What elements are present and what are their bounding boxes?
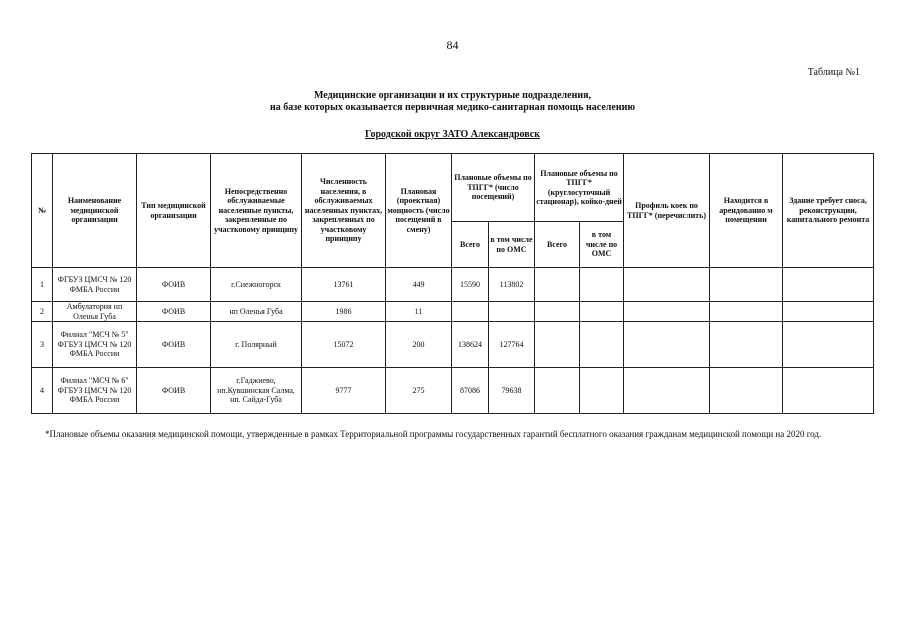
- cell-beds-total: [535, 302, 580, 322]
- district-subtitle: Городской округ ЗАТО Александровск: [364, 129, 540, 140]
- cell-building: [783, 368, 874, 414]
- cell-profile: [624, 368, 710, 414]
- header-beds-oms: в том числе по ОМС: [580, 222, 624, 268]
- cell-name: Филиал "МСЧ № 6" ФГБУЗ ЦМСЧ № 120 ФМБА России: [53, 368, 137, 414]
- cell-rented: [710, 268, 783, 302]
- cell-num: 1: [32, 268, 53, 302]
- cell-visits-oms: [489, 302, 535, 322]
- cell-population: 15072: [302, 322, 386, 368]
- header-visits-total: Всего: [452, 222, 489, 268]
- table-label: Таблица №1: [807, 67, 860, 78]
- cell-beds-oms: [580, 268, 624, 302]
- cell-beds-oms: [580, 322, 624, 368]
- table-row: [32, 368, 874, 414]
- header-type: Тип медицинской организации: [137, 154, 211, 268]
- cell-profile: [624, 322, 710, 368]
- table-row: [32, 322, 874, 368]
- table-row: [32, 268, 874, 302]
- header-num: №: [32, 154, 53, 268]
- footnote: *Плановые объемы оказания медицинской помощи, утвержденные в рамках Территориальной программы государственных гарантий бесплатного оказания гражданам медицинской помощи на 2020 год.: [45, 429, 822, 439]
- cell-visits-total: 15590: [452, 268, 489, 302]
- cell-name: Амбулатория нп Оленья Губа: [53, 302, 137, 322]
- header-capacity: Плановая (проектная) мощность (число посещений в смену): [386, 154, 452, 268]
- cell-beds-oms: [580, 302, 624, 322]
- cell-population: 9777: [302, 368, 386, 414]
- header-points: Непосредственно обслуживаемые населенные пункты, закрепленные по участковому принципу: [211, 154, 302, 268]
- title-line-1: Медицинские организации и их структурные подразделения,: [314, 90, 591, 101]
- cell-capacity: 449: [386, 268, 452, 302]
- header-population: Численность населения, в обслуживаемых населенных пунктах, закрепленных по участковому принципу: [302, 154, 386, 268]
- cell-points: г. Полярный: [211, 322, 302, 368]
- cell-population: 1986: [302, 302, 386, 322]
- cell-visits-total: 87086: [452, 368, 489, 414]
- header-tpgg-visits: Плановые объемы по ТПГГ* (число посещений): [452, 154, 535, 222]
- cell-beds-total: [535, 368, 580, 414]
- cell-num: 4: [32, 368, 53, 414]
- cell-visits-oms: 113802: [489, 268, 535, 302]
- cell-beds-total: [535, 268, 580, 302]
- header-visits-oms: в том числе по ОМС: [489, 222, 535, 268]
- cell-rented: [710, 368, 783, 414]
- header-rented: Находится в арендованно м помещении: [710, 154, 783, 268]
- cell-type: ФОИВ: [137, 322, 211, 368]
- cell-visits-oms: 79638: [489, 368, 535, 414]
- cell-beds-total: [535, 322, 580, 368]
- cell-capacity: 275: [386, 368, 452, 414]
- organizations-table: [31, 153, 874, 414]
- cell-capacity: 11: [386, 302, 452, 322]
- header-tpgg-beds: Плановые объемы по ТПГГ* (круглосуточный стационар), койко-дней: [535, 154, 624, 222]
- header-name: Наименование медицинской организации: [53, 154, 137, 268]
- title-line-2: на базе которых оказывается первичная медико-санитарная помощь населению: [270, 102, 635, 113]
- cell-visits-oms: 127764: [489, 322, 535, 368]
- cell-visits-total: [452, 302, 489, 322]
- cell-name: Филиал "МСЧ № 5" ФГБУЗ ЦМСЧ № 120 ФМБА России: [53, 322, 137, 368]
- cell-population: 13761: [302, 268, 386, 302]
- cell-profile: [624, 302, 710, 322]
- cell-type: ФОИВ: [137, 302, 211, 322]
- table-row: [32, 302, 874, 322]
- cell-points: г.Снежногорск: [211, 268, 302, 302]
- cell-profile: [624, 268, 710, 302]
- cell-type: ФОИВ: [137, 368, 211, 414]
- header-beds-total: Всего: [535, 222, 580, 268]
- cell-building: [783, 268, 874, 302]
- cell-beds-oms: [580, 368, 624, 414]
- page-number: 84: [446, 38, 459, 52]
- document-title: [0, 90, 905, 114]
- cell-rented: [710, 322, 783, 368]
- cell-name: ФГБУЗ ЦМСЧ № 120 ФМБА России: [53, 268, 137, 302]
- cell-visits-total: 138624: [452, 322, 489, 368]
- header-profile: Профиль коек по ТПГГ* (перечислить): [624, 154, 710, 268]
- header-building: Здание требует сноса, реконструкции, капитального ремонта: [783, 154, 874, 268]
- cell-type: ФОИВ: [137, 268, 211, 302]
- cell-points: г.Гаджиево, нп.Кувшинская Салма, нп. Сайда-Губа: [211, 368, 302, 414]
- cell-building: [783, 322, 874, 368]
- cell-num: 2: [32, 302, 53, 322]
- cell-num: 3: [32, 322, 53, 368]
- cell-points: нп Оленья Губа: [211, 302, 302, 322]
- cell-rented: [710, 302, 783, 322]
- cell-building: [783, 302, 874, 322]
- cell-capacity: 200: [386, 322, 452, 368]
